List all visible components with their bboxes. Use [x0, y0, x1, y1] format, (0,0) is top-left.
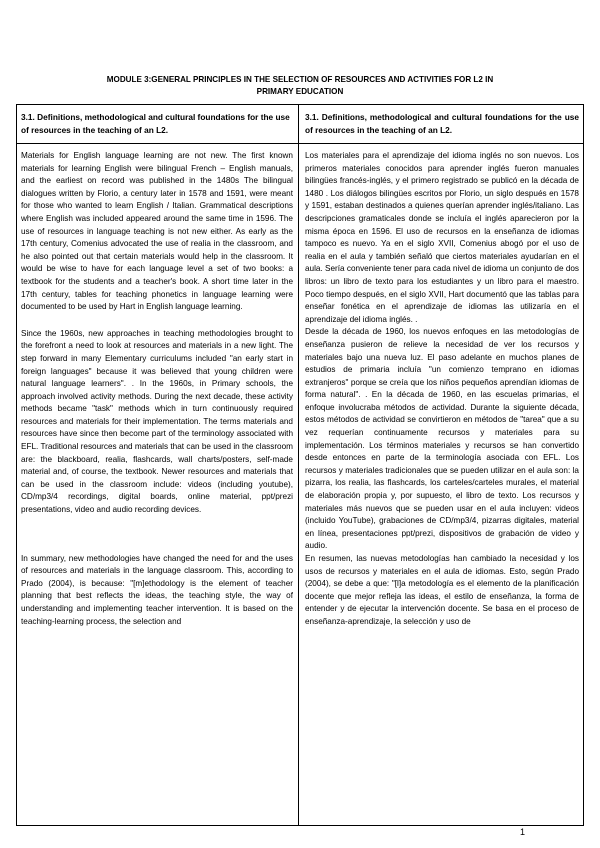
column-divider — [298, 105, 299, 825]
page-number: 1 — [520, 827, 526, 837]
bilingual-table — [16, 104, 584, 826]
english-paragraph-1: Materials for English language learning are not new. The first known materials for learning English were bilingual French – English manuals, and the earliest on record was published in the 1480s The bilingual dialogues written by Florio, a century later in 1578 and 1591, were meant for those who wanted to learn English / Italian. Grammatical descriptions where English was included appeared around the same time in 1596. The use of resources in language teaching is not new either. As early as the 17th century, Comenius advocated the use of realia in the classroom, and he also pointed out that certain materials would help in the classroom. It would be wise to have for each language level a set of two books: a textbook for the students and a teacher's book. A short time later in the 17th century, tables for teaching phonetics in language learning were documented to be used by Hart in English language learning. — [21, 151, 293, 312]
left-column-header: 3.1. Definitions, methodological and cultural foundations for the use of resources in the teaching of an L2. — [21, 112, 290, 135]
header-divider — [17, 143, 583, 144]
english-paragraph-2: Since the 1960s, new approaches in teaching methodologies brought to the forefront a need to look at resources and materials in a new light. The step forward in many Elementary curriculums included "an early start in foreign languages" because it was believed that young children were natural language learners". . In the 1960s, in Primary schools, the approach involved activity methods. During the next decade, these activity methods became "task" methods which in turn continuously required resources and materials for their implementation. The terms materials and resources have since then become part of the terminology associated with EFL. Traditional resources and materials that can be used in the classroom are: the blackboard, realia, flashcards, wall charts/posters, self-made material and, of course, the textbook. Newer resources and materials that can be used in the classroom include: videos (including youtube), CD/mp3/4 recordings, digital boards, online material, ppt/prezi presentations, video and audio recording devices. — [21, 328, 293, 515]
english-column — [21, 150, 293, 822]
english-paragraph-3: In summary, new methodologies have changed the need for and the uses of resources and materials in the language classroom. This, according to Prado (2004), is because: "[m]ethodology is the element of teacher planning that best reflects the ideas, the teaching style, the way of understanding and implementing teacher intervention. It is based on the teaching-learning process, the selection and — [21, 553, 293, 626]
module-title — [60, 74, 540, 98]
spanish-paragraph-3: En resumen, las nuevas metodologías han cambiado la necesidad y los usos de recursos y materiales en el aula de idiomas. Esto, según Prado (2004), se debe a que: "[l]a metodología es el elemento de la planificación docente que mejor refleja las ideas, el estilo de enseñanza, la forma de entender y de ejecutar la intervención docente. Se basa en el proceso de enseñanza-aprendizaje, la selección y uso de — [305, 554, 579, 626]
module-title-line-1: MODULE 3:GENERAL PRINCIPLES IN THE SELECTION OF RESOURCES AND ACTIVITIES FOR L2 IN — [106, 75, 494, 84]
right-column-header: 3.1. Definitions, methodological and cultural foundations for the use of resources in the teaching of an L2. — [305, 112, 579, 135]
spanish-paragraph-2: Desde la década de 1960, los nuevos enfoques en las metodologías de enseñanza pusieron de relieve la necesidad de ver los recursos y materiales bajo una nueva luz. El paso adelante en muchos planes de estudios de primaria incluía "un comienzo temprano en idiomas extranjeros" porque se creía que los niños pequeños aprendían idiomas de forma natural". . En la década de 1960, en las escuelas primarias, el enfoque involucraba métodos de actividad. Durante la siguiente década, estos métodos de actividad se convirtieron en métodos de "tarea" que a su vez requerían continuamente recursos y materiales para su implementación. Los términos materiales y recursos se han convertido desde entonces en parte de la terminología asociada con EFL. Los recursos y materiales tradicionales que se pueden utilizar en el aula son: la pizarra, los realia, las flashcards, los carteles/carteles murales, el material de elaboración propia y, por supuesto, el libro de texto. Los recursos y materiales más nuevos que se pueden usar en el aula incluyen: videos (incluido YouTube), grabaciones de CD/mp3/4, pizarras digitales, material en línea, presentaciones ppt/prezi, dispositivos de grabación de video y audio. — [305, 327, 579, 551]
spanish-column — [305, 150, 579, 822]
module-title-line-2: PRIMARY EDUCATION — [256, 87, 344, 96]
spanish-paragraph-1: Los materiales para el aprendizaje del idioma inglés no son nuevos. Los primeros materiales conocidos para aprender inglés fueron manuales bilingües francés-inglés, y el primero registrado se publicó en la década de 1480 . Los diálogos bilingües escritos por Florio, un siglo después en 1578 y 1591, estaban destinados a quienes querían aprender inglés/italiano. Las descripciones gramaticales donde se incluía el inglés aparecieron por la misma época en 1596. El uso de recursos en la enseñanza de idiomas tampoco es nuevo. Ya en el siglo XVII, Comenius abogó por el uso de realia en el aula y también señaló que ciertos materiales ayudarían en el aula. Sería conveniente tener para cada nivel de idioma un conjunto de dos libros: un libro de texto para los estudiantes y un libro para el maestro. Poco tiempo después, en el siglo XVII, Hart documentó que las tablas para enseñar fonética en el aprendizaje de idiomas las utilizaría en el aprendizaje del idioma inglés. . — [305, 151, 579, 324]
